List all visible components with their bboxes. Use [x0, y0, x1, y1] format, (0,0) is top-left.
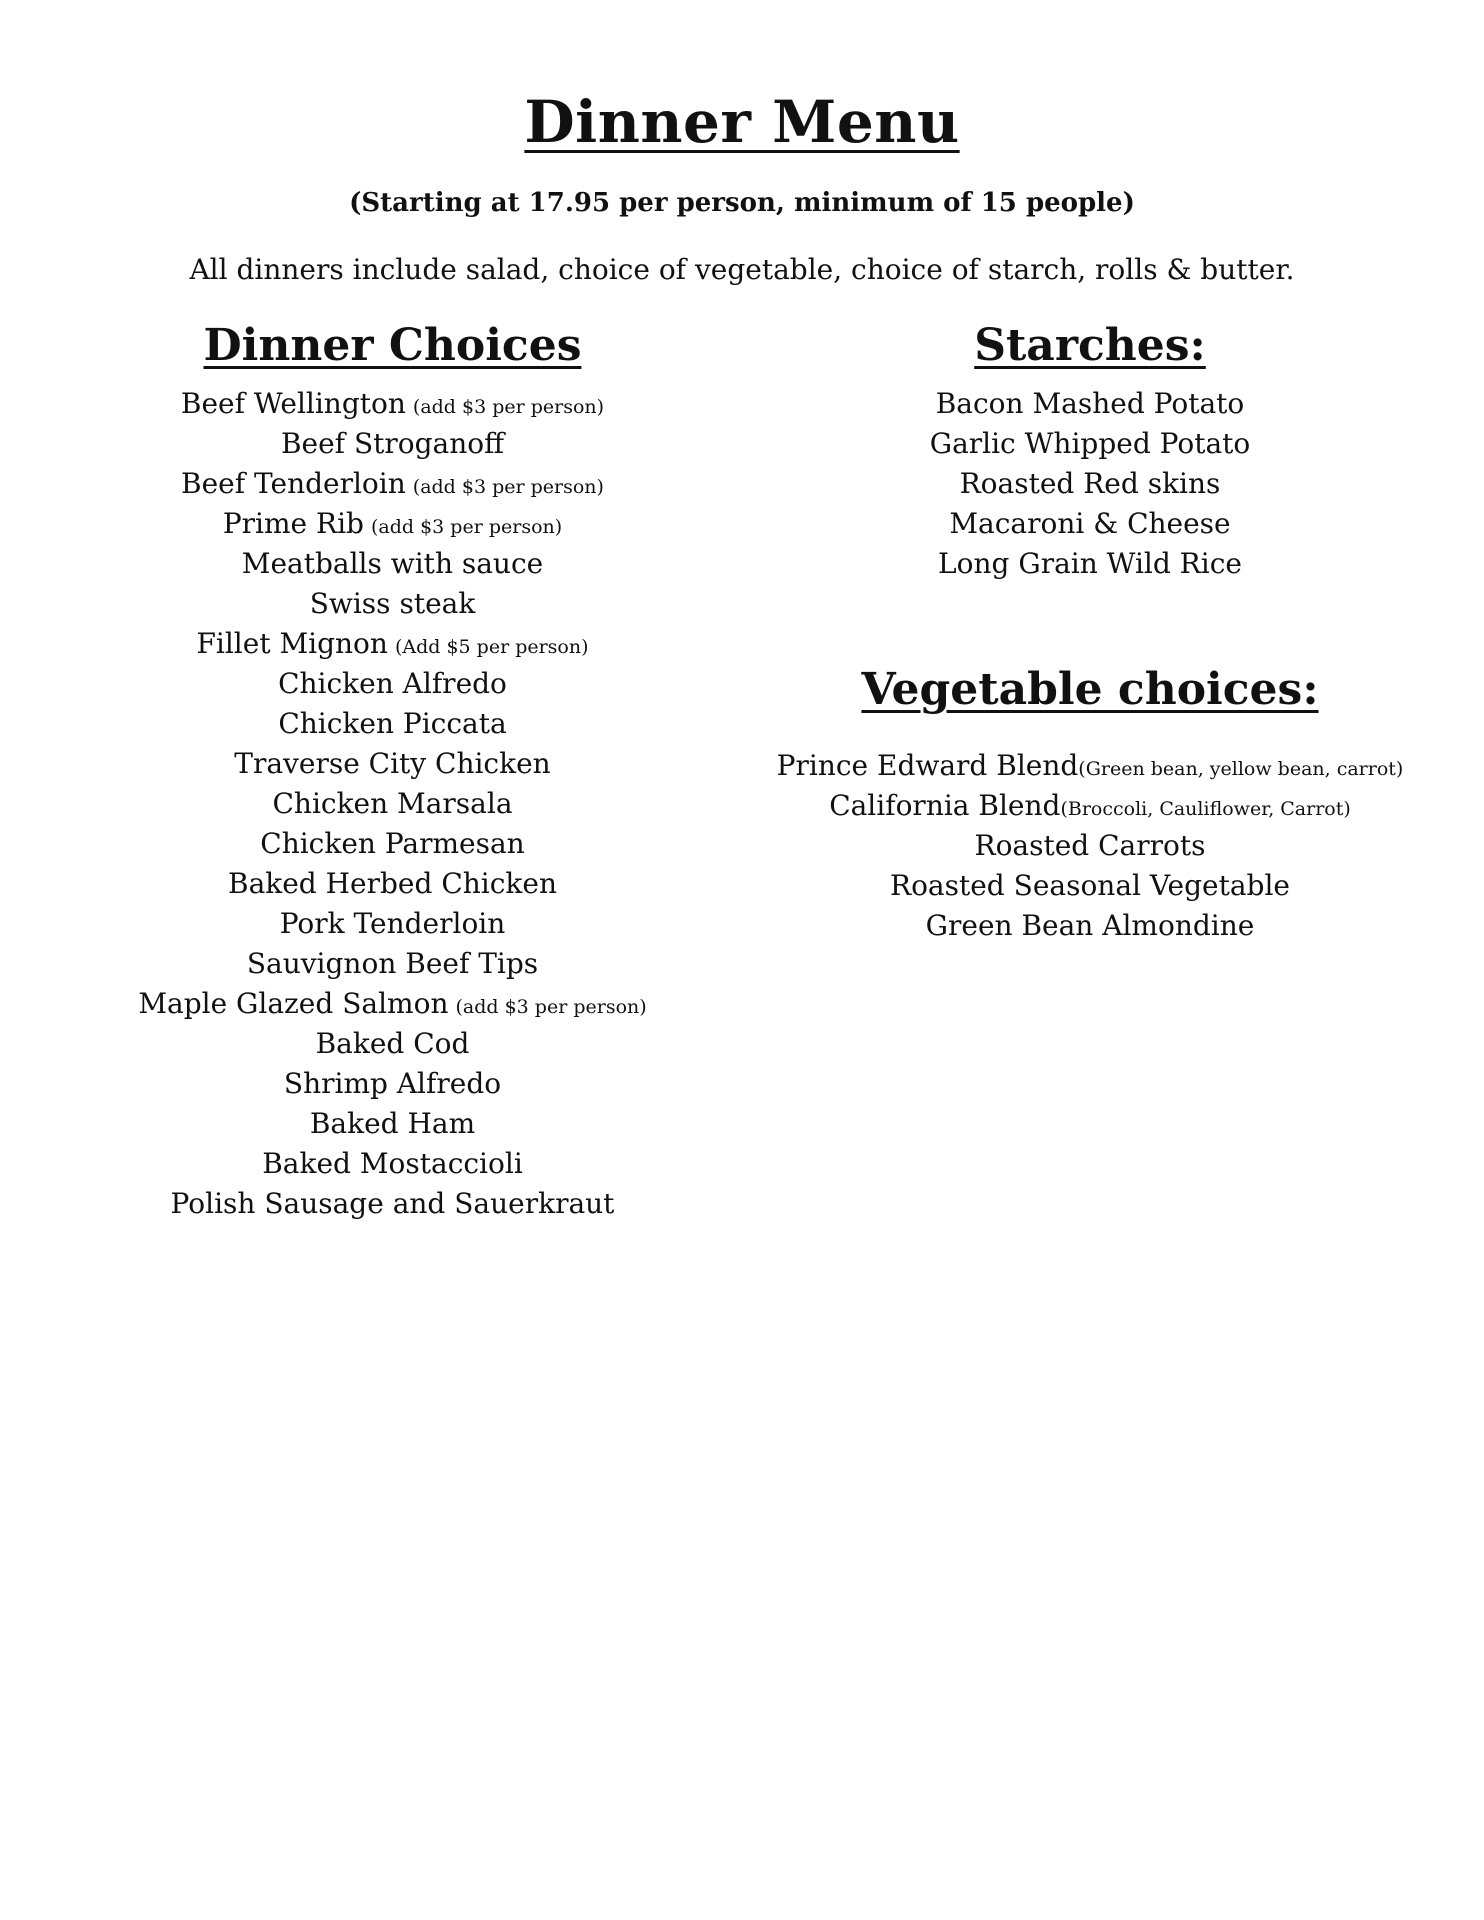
starches-list [770, 384, 1410, 584]
menu-item [770, 504, 1410, 544]
dinner-choices-heading: Dinner Choices [203, 320, 582, 371]
intro-text: All dinners include salad, choice of vegetable, choice of starch, rolls & butter. [189, 253, 1295, 286]
menu-item [95, 624, 690, 664]
page-title: Dinner Menu [524, 88, 960, 156]
sides-column [770, 318, 1410, 946]
starches-heading: Starches: [974, 320, 1206, 371]
menu-item-note: (Broccoli, Cauliflower, Carrot) [1060, 798, 1351, 820]
menu-item-note: (add $3 per person) [370, 516, 563, 538]
menu-item [770, 746, 1410, 786]
menu-item [95, 744, 690, 784]
dinner-choices-list [95, 384, 690, 1224]
menu-item [95, 1064, 690, 1104]
menu-item [95, 384, 690, 424]
menu-item [95, 864, 690, 904]
menu-item [770, 544, 1410, 584]
menu-item-name: Chicken Piccata [278, 707, 507, 740]
menu-item-name: Chicken Marsala [272, 787, 513, 820]
menu-item-note: (Green bean, yellow bean, carrot) [1078, 758, 1404, 780]
menu-item-name: Macaroni & Cheese [949, 507, 1231, 540]
menu-item-name: Traverse City Chicken [234, 747, 551, 780]
menu-item-name: Baked Herbed Chicken [228, 867, 557, 900]
menu-item-name: Roasted Carrots [974, 829, 1206, 862]
menu-item [95, 544, 690, 584]
menu-item-name: Prime Rib [222, 507, 364, 540]
price-subtitle: (Starting at 17.95 per person, minimum of 15 people) [349, 188, 1135, 218]
menu-item [95, 424, 690, 464]
menu-item-name: Roasted Red skins [959, 467, 1221, 500]
menu-item-name: California Blend [829, 789, 1061, 822]
menu-item [95, 584, 690, 624]
menu-item-name: Beef Stroganoff [280, 427, 505, 460]
menu-item [95, 904, 690, 944]
menu-item-note: (add $3 per person) [455, 996, 647, 1018]
menu-item-name: Beef Wellington [180, 387, 406, 420]
vegetable-section [770, 662, 1410, 946]
vegetable-list [770, 746, 1410, 946]
menu-item [95, 1184, 690, 1224]
menu-item [95, 664, 690, 704]
menu-item [770, 786, 1410, 826]
menu-item [95, 464, 690, 504]
menu-item [770, 464, 1410, 504]
menu-item [95, 824, 690, 864]
menu-item-name: Chicken Parmesan [260, 827, 525, 860]
menu-item [770, 826, 1410, 866]
menu-item-name: Roasted Seasonal Vegetable [889, 869, 1290, 902]
menu-item [770, 906, 1410, 946]
menu-item-name: Beef Tenderloin [181, 467, 406, 500]
menu-item-name: Long Grain Wild Rice [938, 547, 1242, 580]
menu-item [770, 424, 1410, 464]
menu-item [95, 984, 690, 1024]
menu-item-name: Baked Mostaccioli [262, 1147, 523, 1180]
menu-item-name: Prince Edward Blend [776, 749, 1079, 782]
dinner-choices-column [95, 318, 690, 1224]
menu-item [95, 704, 690, 744]
menu-item [95, 1024, 690, 1064]
menu-item [95, 504, 690, 544]
menu-item [770, 866, 1410, 906]
menu-item-name: Fillet Mignon [196, 627, 388, 660]
menu-item-name: Baked Cod [315, 1027, 470, 1060]
menu-item [95, 1144, 690, 1184]
menu-item-name: Garlic Whipped Potato [929, 427, 1251, 460]
menu-item-name: Sauvignon Beef Tips [246, 947, 539, 980]
menu-item-name: Pork Tenderloin [279, 907, 506, 940]
menu-item-name: Shrimp Alfredo [283, 1067, 502, 1100]
menu-item-name: Polish Sausage and Sauerkraut [170, 1187, 615, 1220]
menu-item-note: (add $3 per person) [412, 396, 605, 418]
menu-item-name: Maple Glazed Salmon [138, 987, 449, 1020]
menu-item-name: Green Bean Almondine [925, 909, 1255, 942]
menu-item-note: (add $3 per person) [412, 476, 604, 498]
menu-item-name: Bacon Mashed Potato [935, 387, 1245, 420]
menu-item-note: (Add $5 per person) [394, 636, 589, 658]
menu-item [770, 384, 1410, 424]
menu-item [95, 1104, 690, 1144]
vegetable-heading: Vegetable choices: [861, 664, 1319, 715]
menu-item-name: Meatballs with sauce [241, 547, 544, 580]
menu-item-name: Baked Ham [309, 1107, 476, 1140]
menu-item [95, 784, 690, 824]
menu-item-name: Chicken Alfredo [278, 667, 507, 700]
menu-item-name: Swiss steak [309, 587, 476, 620]
menu-item [95, 944, 690, 984]
